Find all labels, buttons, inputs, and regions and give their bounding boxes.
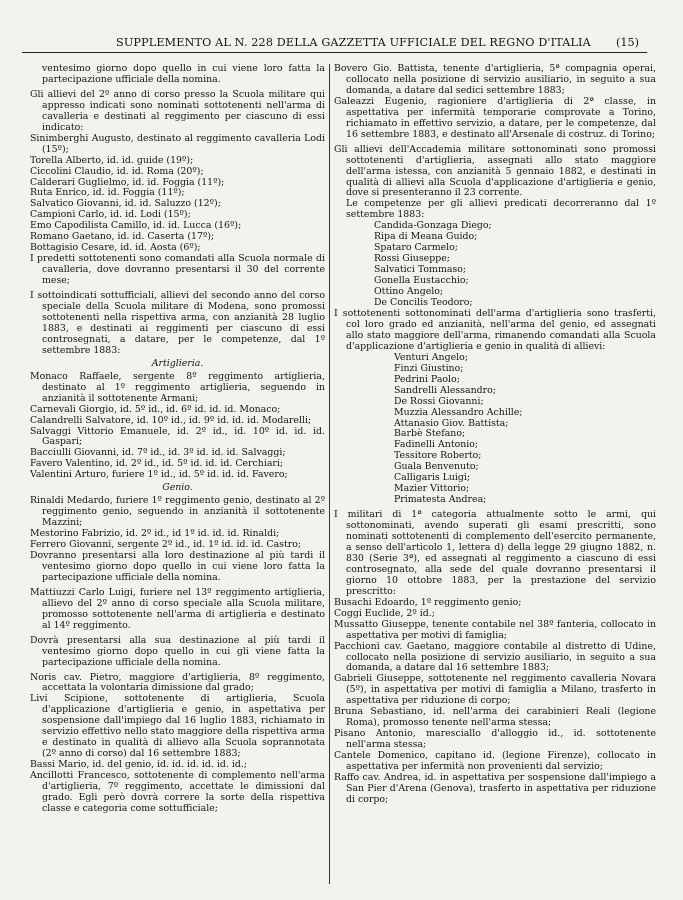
- header-rule: [22, 52, 647, 53]
- name-list-item: Salvatici Tommaso;: [374, 264, 467, 276]
- name-list: [394, 353, 656, 506]
- right-column: [334, 64, 656, 806]
- paragraph: Calderari Guglielmo, id. id. Foggia (11º);: [30, 176, 225, 188]
- paragraph: Romano Gaetano, id. id. Caserta (17º);: [30, 231, 215, 243]
- paragraph: Favero Valentino, id. 2º id., id. 5º id. id. id. Cerchiari;: [30, 458, 284, 470]
- paragraph: Emo Capodilista Camillo, id. id. Lucca (16º);: [30, 220, 242, 232]
- paragraph: Salvatico Giovanni, id. id. Saluzzo (12º);: [30, 198, 221, 210]
- paragraph: Gli allievi del 2º anno di corso presso la Scuola militare qui appresso indicati sono nominati sottotenenti nell'arma di cavalleria e destinati al reggimento per ciascuno di essi indicato:: [30, 88, 325, 133]
- paragraph: Mestorino Fabrizio, id. 2º id., id 1º id. id. id. Rinaldi;: [30, 528, 280, 540]
- name-list: [374, 221, 656, 309]
- name-list-item: Attanasio Giov. Battista;: [394, 417, 509, 429]
- name-list-item: Tessitore Roberto;: [394, 450, 482, 462]
- page-number: (15): [616, 36, 639, 49]
- paragraph: Mattiuzzi Carlo Luigi, furiere nel 13º reggimento artiglieria, allievo del 2º anno di corso speciale alla Scuola militare, promosso sottotenente nell'arma di artiglieria e destinato al 14º reggimento.: [30, 586, 325, 631]
- name-list-item: Gonella Eustacchio;: [374, 275, 469, 287]
- paragraph: Ruta Enrico, id. id. Foggia (11º);: [30, 187, 185, 199]
- paragraph: I predetti sottotenenti sono comandati alla Scuola normale di cavalleria, dove dovranno presentarsi il 30 del corrente mese;: [30, 253, 325, 287]
- name-list-item: Rossi Giuseppe;: [374, 253, 450, 265]
- name-list-item: Fadinelli Antonio;: [394, 439, 479, 451]
- paragraph: Dovrà presentarsi alla sua destinazione al più tardi il ventesimo giorno dopo quello in cui gli viene fatta la partecipazione ufficiale della nomina.: [30, 634, 325, 668]
- paragraph: Bruna Sebastiano, id. nell'arma dei carabinieri Reali (legione Roma), promosso tenente nell'arma stessa;: [334, 706, 656, 729]
- name-list-item: Barbè Stefano;: [394, 428, 466, 440]
- name-list-item: Guala Benvenuto;: [394, 461, 479, 473]
- paragraph: Gabrieli Giuseppe, sottotenente nel reggimento cavalleria Novara (5º), in aspettativa per motivi di famiglia a Milano, trasferto in aspettativa per riduzione di corpo;: [334, 673, 656, 707]
- name-list-item: Spataro Carmelo;: [374, 242, 458, 254]
- name-list-item: Calligaris Luigi;: [394, 472, 471, 484]
- paragraph: Dovranno presentarsi alla loro destinazione al più tardi il ventesimo giorno dopo quello in cui viene loro fatta la partecipazione ufficiale della nomina.: [30, 549, 325, 583]
- paragraph: Rinaldi Medardo, furiere 1º reggimento genio, destinato al 2º reggimento genio, seguendo in anzianità il sottotenente Mazzini;: [30, 495, 325, 529]
- paragraph: Bassi Mario, id. del genio, id. id. id. id. id. id.;: [30, 759, 247, 771]
- paragraph: Sinimberghi Augusto, destinato al reggimento cavalleria Lodi (15º);: [30, 132, 325, 155]
- name-list-item: Finzi Giustino;: [394, 362, 464, 374]
- paragraph: I militari di 1ª categoria attualmente sotto le armi, qui sottonominati, avendo superati gli esami prescritti, sono nominati sottotenenti di complemento dell'esercito permanente, a senso dell'articolo 1, lettera d) della legge 29 giugno 1882, n. 830 (Serie 3ª), ed assegnati al reggimento a ciascuno di essi controsegnato, alla sede del quale dovranno presentarsi il giorno 10 ottobre 1883, per la prestazione del servizio prescritto:: [334, 509, 656, 597]
- section-heading: Artiglieria.: [151, 357, 204, 369]
- paragraph: ventesimo giorno dopo quello in cui viene loro fatta la partecipazione ufficiale della nomina.: [42, 63, 325, 85]
- paragraph: I sottoindicati sottufficiali, allievi del secondo anno del corso speciale della Scuola militare di Modena, sono promossi sottotenenti nella rispettiva arma, con anzianità 28 luglio 1883, e destinati ai reggimenti per ciascuno di essi controsegnati, a datare, per le competenze, dal 1º settembre 1883:: [30, 290, 325, 356]
- paragraph: Monaco Raffaele, sergente 8º reggimento artiglieria, destinato al 1º reggimento artiglieria, seguendo in anzianità il sottotenente Armani;: [30, 370, 325, 404]
- section-heading: Genio.: [162, 482, 193, 494]
- paragraph: Ferrero Giovanni, sergente 2º id., id. 1º id. id. id. Castro;: [30, 539, 302, 551]
- paragraph: Salvaggi Vittorio Emanuele, id. 2º id., id. 10º id. id. id. Gaspari;: [30, 425, 325, 448]
- paragraph: I sottotenenti sottonominati dell'arma d'artiglieria sono trasferti, col loro grado ed anzianità, nell'arma del genio, ed assegnati allo stato maggiore dell'arma, rimanendo comandati alla Scuola d'applicazione d'artiglieria e genio in qualità di allievi:: [334, 307, 656, 352]
- paragraph: Busachi Edoardo, 1º reggimento genio;: [334, 596, 522, 608]
- paragraph: Valentini Arturo, furiere 1º id., id. 5º id. id. id. Favero;: [30, 469, 288, 481]
- paragraph: Bottagisio Cesare, id. id. Aosta (6º);: [30, 242, 201, 254]
- name-list-item: De Concilis Teodoro;: [374, 297, 473, 309]
- paragraph: Carnevali Giorgio, id. 5º id., id. 6º id. id. id. Monaco;: [30, 403, 281, 415]
- column-divider: [329, 64, 330, 884]
- paragraph: Le competenze per gli allievi predicati decorreranno dal 1º settembre 1883:: [346, 198, 656, 221]
- name-list-item: De Rossi Giovanni;: [394, 395, 484, 407]
- paragraph: Torella Alberto, id. id. guide (19º);: [30, 154, 194, 166]
- paragraph: Raffo cav. Andrea, id. in aspettativa per sospensione dall'impiego a San Pier d'Arena (Genova), trasferto in aspettativa per riduzione di corpo;: [334, 772, 656, 805]
- name-list-item: Muzzia Alessandro Achille;: [394, 406, 523, 418]
- name-list-item: Mazier Vittorio;: [394, 483, 470, 495]
- paragraph: Campioni Carlo, id. id. Lodi (15º);: [30, 209, 191, 221]
- paragraph: Ancillotti Francesco, sottotenente di complemento nell'arma d'artiglieria, 7º reggimento, accettate le dimissioni dal grado. Egli però dovrà correre la sorte della rispettiva classe e categoria come sottufficiale;: [30, 770, 325, 814]
- left-column: [30, 64, 325, 815]
- name-list-item: Sandrelli Alessandro;: [394, 384, 496, 396]
- paragraph: Gli allievi dell'Accademia militare sottonominati sono promossi sottotenenti d'artiglieria, assegnati allo stato maggiore dell'arma istessa, con anzianità 5 gennaio 1882, e destinati in qualità di allievi alla Scuola d'applicazione d'artiglieria e genio, dove si presenteranno il 23 corrente.: [334, 143, 656, 199]
- paragraph: Pacchioni cav. Gaetano, maggiore contabile al distretto di Udine, collocato nella posizione di servizio ausiliario, in seguito a sua domanda, a datare dal 16 settembre 1883;: [334, 640, 656, 674]
- name-list-item: Ripa di Meana Guido;: [374, 231, 478, 243]
- paragraph: Bovero Gio. Battista, tenente d'artiglieria, 5ª compagnia operai, collocato nella posizione di servizio ausiliario, in seguito a sua domanda, a datare dal sedici settembre 1883;: [334, 63, 656, 96]
- name-list-item: Primatesta Andrea;: [394, 494, 487, 506]
- paragraph: Noris cav. Pietro, maggiore d'artiglieria, 8º reggimento, accettata la volontaria dimissione dal grado;: [30, 671, 325, 694]
- name-list-item: Pedrini Paolo;: [394, 373, 460, 385]
- paragraph: Mussatto Giuseppe, tenente contabile nel 38º fanteria, collocato in aspettativa per motivi di famiglia;: [334, 618, 656, 641]
- page-header: [0, 30, 683, 60]
- paragraph: Bacciulli Giovanni, id. 7º id., id. 3º id. id. id. Salvaggi;: [30, 447, 286, 459]
- paragraph: Calandrelli Salvatore, id. 10º id., id. 9º id. id. id. Modarelli;: [30, 414, 312, 426]
- gazette-title: SUPPLEMENTO AL N. 228 DELLA GAZZETTA UFFICIALE DEL REGNO D'ITALIA: [116, 36, 591, 49]
- name-list-item: Candida-Gonzaga Diego;: [374, 220, 492, 232]
- paragraph: Galeazzi Eugenio, ragioniere d'artiglieria di 2ª classe, in aspettativa per infermità temporarie comprovate a Torino, richiamato in effettivo servizio, a datare, per le competenze, dal 16 settembre 1883, e destinato all'Arsenale di costruz. di Torino;: [334, 95, 656, 140]
- paragraph: Livi Scipione, sottotenente di artiglieria, Scuola d'applicazione d'artiglieria e genio, in aspettativa per sospensione dall'impiego dal 16 luglio 1883, richiamato in servizio effettivo nello stato maggiore della rispettiva arma e destinato in qualità di allievo alla Scuola soprannotata (2º anno di corso) dal 16 settembre 1883;: [30, 693, 325, 760]
- paragraph: Ciccolini Claudio, id. id. Roma (20º);: [30, 165, 204, 177]
- paragraph: Cantele Domenico, capitano id. (legione Firenze), collocato in aspettativa per infermità non provenienti dal servizio;: [334, 750, 656, 773]
- name-list-item: Ottino Angelo;: [374, 286, 444, 298]
- paragraph: Coggi Euclide, 2º id.;: [334, 607, 435, 619]
- name-list-item: Venturi Angelo;: [394, 351, 468, 363]
- paragraph: Pisano Antonio, maresciallo d'alloggio id., id. sottotenente nell'arma stessa;: [334, 728, 656, 751]
